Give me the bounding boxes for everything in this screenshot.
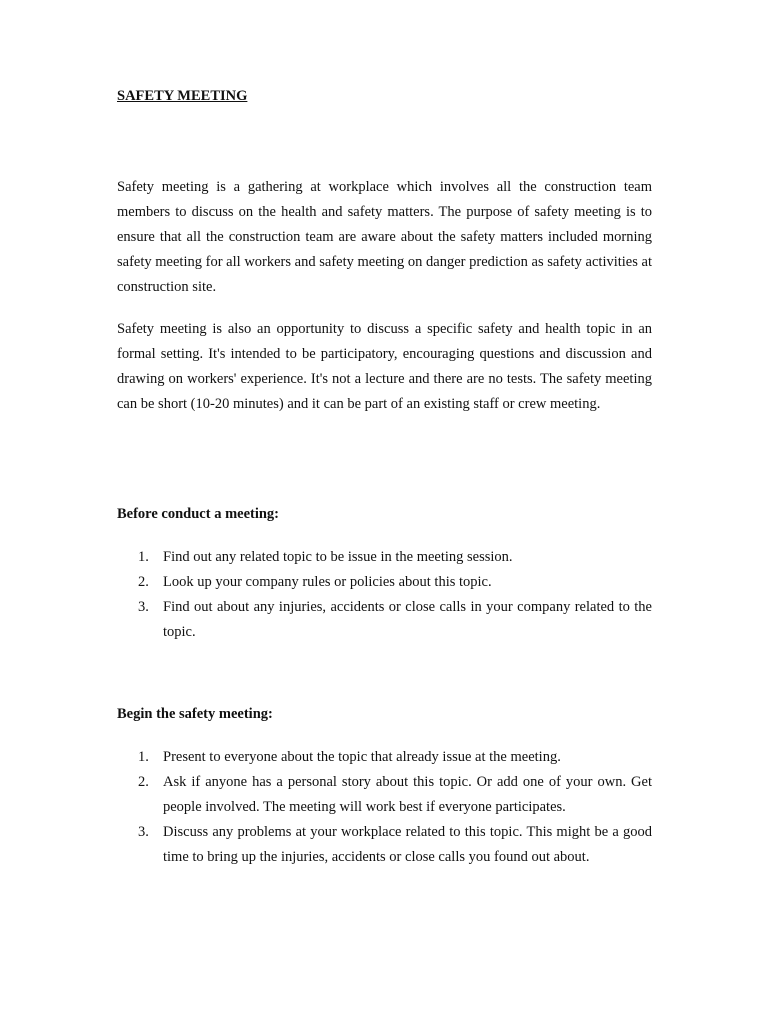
list-item-text: Ask if anyone has a personal story about this topic. Or add one of your own. Get people involved. The meeting will work best if everyone participates. — [163, 774, 652, 815]
list-item-number: 1. — [138, 749, 149, 765]
list-item-number: 2. — [138, 774, 149, 790]
list-item-number: 3. — [138, 824, 149, 840]
list-item — [117, 595, 652, 645]
list-item-text: Discuss any problems at your workplace related to this topic. This might be a good time to bring up the injuries, accidents or close calls you found out about. — [163, 824, 652, 865]
intro-paragraph: Safety meeting is a gathering at workplace which involves all the construction team members to discuss on the health and safety matters. The purpose of safety meeting is to ensure that all the construction team are aware about the safety matters included morning safety meeting for all workers and safety meeting on danger prediction as safety activities at construction site. — [117, 179, 652, 295]
section-heading-begin-meeting: Begin the safety meeting: — [117, 706, 273, 722]
list-item — [117, 820, 652, 870]
list-item-text: Find out about any injuries, accidents or close calls in your company related to the topic. — [163, 599, 652, 640]
list-item-text: Look up your company rules or policies about this topic. — [163, 574, 492, 590]
purpose-paragraph: Safety meeting is also an opportunity to discuss a specific safety and health topic in an formal setting. It's intended to be participatory, encouraging questions and discussion and drawing on workers' experience. It's not a lecture and there are no tests. The safety meeting can be short (10-20 minutes) and it can be part of an existing staff or crew meeting. — [117, 321, 652, 412]
section-heading-before-meeting: Before conduct a meeting: — [117, 506, 280, 522]
list-item — [117, 770, 652, 820]
begin-meeting-list — [117, 745, 652, 870]
list-item — [117, 570, 652, 595]
list-item — [117, 545, 652, 570]
list-item-number: 2. — [138, 574, 149, 590]
before-meeting-list — [117, 545, 652, 645]
list-item — [117, 745, 652, 770]
list-item-number: 1. — [138, 549, 149, 565]
list-item-text: Find out any related topic to be issue in the meeting session. — [163, 549, 513, 565]
document-title: SAFETY MEETING — [117, 88, 248, 104]
list-item-number: 3. — [138, 599, 149, 615]
list-item-text: Present to everyone about the topic that already issue at the meeting. — [163, 749, 561, 765]
